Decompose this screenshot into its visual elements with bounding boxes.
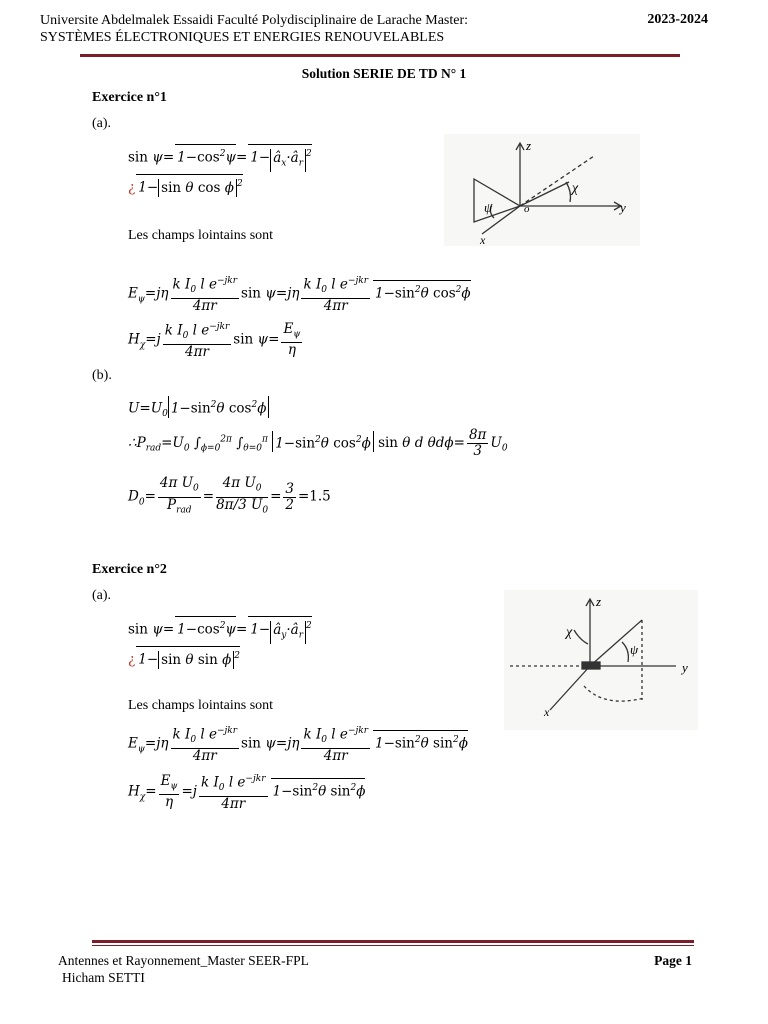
equation-h-chi-1: $H_\chi=j$ $\frac{k I_0 l e^{-jkr}}{4\pi r}$ sin ψ= $\frac{E_\psi}{\eta}$ [128,320,301,361]
footer-rule-thick [92,940,694,943]
header-rule [80,54,680,57]
equation-sin-psi-1-cont: ¿ 1− sin θ cos ϕ $^2$ [128,174,243,197]
fig2-label-psi: ψ [630,642,639,657]
fig1-label-chi: χ [572,181,579,196]
figure-1-coordinate-sketch [444,134,640,246]
fig1-label-z: z [526,138,532,153]
footer-rule-thin [92,945,694,946]
footer-author: Hicham SETTI [62,970,145,985]
fig1-label-x: x [480,233,486,246]
equation-sin-psi-2: $\sin \psi= 1-\cos^2\psi= 1-$ $â_y\cdot â_r^2$ [128,616,312,644]
exercise-1-heading: Exercice n°1 [92,90,167,105]
equation-e-psi-2: $E_\psi=j\eta$ $\frac{k I_0 l e^{-jkr}}{4\pi r}$ sin ψ=jη $\frac{k I_0 l e^{-jkr}}{4\pi r}$ $1-\sin^2\theta$ $\sin^2\phi$ [128,726,468,765]
fig2-label-x: x [544,705,550,719]
equation-sin-psi-1: $\sin \psi= 1-\cos^2\psi= 1-$ $â_x\cdot â_r^2$ [128,144,312,172]
footer-page-number: Page 1 [654,953,692,968]
equation-u: $U=U_0$ $1-\sin^2\theta$ $\cos^2\phi$ [128,396,269,423]
figure-2-coordinate-sketch [504,590,698,730]
exercise-1-far-fields-text: Les champs lointains sont [128,228,274,243]
fig2-label-z: z [596,594,602,609]
header-line-1: Universite Abdelmalek Essaidi Faculté Polydisciplinaire de Larache Master: [40,13,469,28]
exercise-2-heading: Exercice n°2 [92,562,167,577]
footer-course: Antennes et Rayonnement_Master SEER-FPL [58,953,309,968]
header-year: 2023-2024 [647,12,708,27]
equation-h-chi-2: $H_\chi=$ $\frac{E_\psi}{\eta}$ =j $\frac{k I_0 l e^{-jkr}}{4\pi r}$ $1-\sin^2\theta$ $\sin^2\phi$ [128,772,366,813]
fig1-label-y: y [620,200,626,215]
equation-e-psi-1: $E_\psi=j\eta$ $\frac{k I_0 l e^{-jkr}}{4\pi r}$ sin ψ=jη $\frac{k I_0 l e^{-jkr}}{4\pi r}$ $1-\sin^2\theta$ $\cos^2\phi$ [128,276,471,315]
fig2-label-chi: χ [566,625,573,640]
equation-p-rad: $\therefore P_{rad}=U_0$ $\int_{\phi=0}^{2\pi}$ $\int_{\theta=0}^\pi$ $1-\sin^2\theta$ $\cos^2\phi$ sin θ d θdϕ= $\frac{8\pi}{3}$ $U_0$ [128,427,508,459]
fig2-x-axis [550,666,590,710]
equation-sin-psi-2-cont: ¿ 1− sin θ sin ϕ $^2$ [128,646,240,669]
exercise-2-part-a: (a). [92,588,112,603]
header-line-2: SYSTÈMES ÉLECTRONIQUES ET ENERGIES RENOUVELABLES [40,30,445,45]
fig2-label-y: y [682,660,688,675]
fig1-label-o: o [524,203,530,215]
exercise-2-far-fields-text: Les champs lointains sont [128,698,274,713]
equation-d0: $D_0=$ $\frac{4\pi U_0}{P_{rad}}$ = $\frac{4\pi U_0}{8\pi/3 U_0}$ = $\frac{3}{2}$ =1.5 [128,475,331,516]
header-institution [40,12,468,46]
fig1-label-psi: ψ [484,200,493,215]
exercise-1-part-a: (a). [92,116,112,131]
exercise-1-part-b: (b). [92,368,112,383]
d0-result: =1.5 [297,488,331,505]
page-title: Solution SERIE DE TD N° 1 [301,66,467,81]
